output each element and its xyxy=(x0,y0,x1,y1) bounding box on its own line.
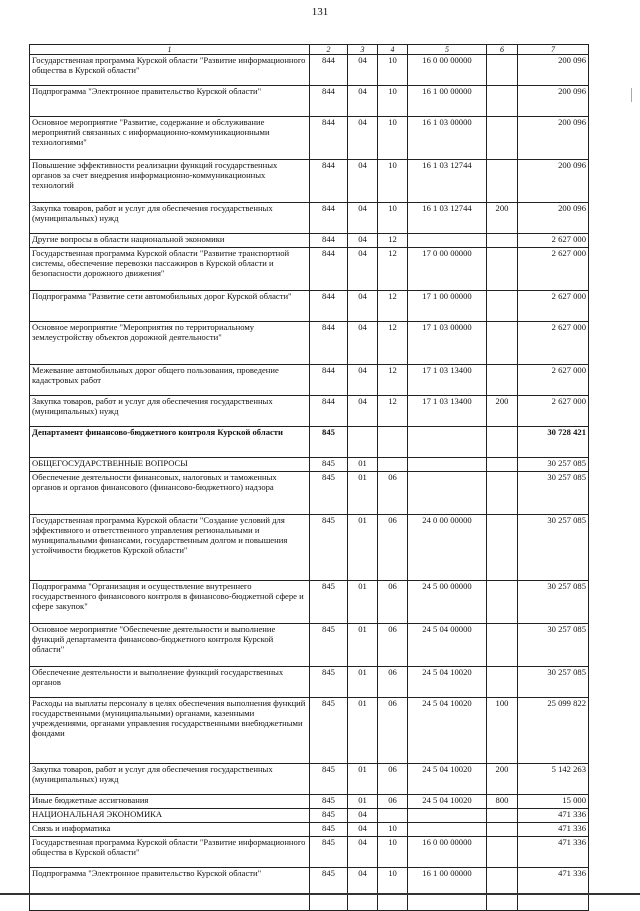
target-article-cell xyxy=(408,234,487,248)
table-row xyxy=(30,837,589,868)
ministry-code-cell: 845 xyxy=(310,837,348,868)
target-article-cell: 16 0 00 00000 xyxy=(408,837,487,868)
amount-cell: 30 257 085 xyxy=(518,515,589,581)
target-article-cell: 16 1 00 00000 xyxy=(408,868,487,911)
expense-type-cell xyxy=(487,365,518,396)
ministry-code-cell: 844 xyxy=(310,234,348,248)
table-row xyxy=(30,248,589,291)
subsection-code-cell: 10 xyxy=(378,203,408,234)
section-code-cell: 01 xyxy=(348,581,378,624)
ministry-code-cell: 844 xyxy=(310,396,348,427)
ministry-code-cell: 845 xyxy=(310,667,348,698)
row-name-cell: Закупка товаров, работ и услуг для обеспечения государственных (муниципальных) нужд xyxy=(30,396,310,427)
ministry-code-cell: 845 xyxy=(310,698,348,764)
row-name-cell: Основное мероприятие "Развитие, содержание и обслуживание мероприятий связанных с информационно-коммуникационными технологиями" xyxy=(30,117,310,160)
subsection-code-cell xyxy=(378,427,408,458)
ministry-code-cell: 845 xyxy=(310,624,348,667)
ministry-code-cell: 844 xyxy=(310,160,348,203)
target-article-cell xyxy=(408,472,487,515)
row-name-cell: Связь и информатика xyxy=(30,823,310,837)
expense-type-cell: 200 xyxy=(487,203,518,234)
row-name-cell: Подпрограмма "Развитие сети автомобильных дорог Курской области" xyxy=(30,291,310,322)
row-name-cell: Государственная программа Курской области "Развитие транспортной системы, обеспечение перевозки пассажиров в Курской области и безопасности дорожного движения" xyxy=(30,248,310,291)
table-row xyxy=(30,868,589,911)
expense-type-cell xyxy=(487,322,518,365)
row-name-cell: ОБЩЕГОСУДАРСТВЕННЫЕ ВОПРОСЫ xyxy=(30,458,310,472)
row-name-cell: Государственная программа Курской области "Развитие информационного общества в Курской области" xyxy=(30,55,310,86)
table-row xyxy=(30,427,589,458)
amount-cell: 30 257 085 xyxy=(518,624,589,667)
column-header: 7 xyxy=(518,45,589,55)
ministry-code-cell: 844 xyxy=(310,248,348,291)
row-name-cell: Обеспечение деятельности и выполнение функций государственных органов xyxy=(30,667,310,698)
target-article-cell: 17 0 00 00000 xyxy=(408,248,487,291)
row-name-cell: Подпрограмма "Организация и осуществление внутреннего государственного финансового контроля в финансово-бюджетной сфере и сфере закупок" xyxy=(30,581,310,624)
subsection-code-cell: 12 xyxy=(378,396,408,427)
expense-type-cell xyxy=(487,160,518,203)
target-article-cell xyxy=(408,458,487,472)
subsection-code-cell: 06 xyxy=(378,515,408,581)
section-code-cell: 04 xyxy=(348,837,378,868)
subsection-code-cell: 06 xyxy=(378,624,408,667)
expense-type-cell xyxy=(487,86,518,117)
amount-cell: 2 627 000 xyxy=(518,396,589,427)
table-row xyxy=(30,396,589,427)
page-number: 131 xyxy=(311,6,329,18)
amount-cell: 200 096 xyxy=(518,160,589,203)
row-name-cell: Иные бюджетные ассигнования xyxy=(30,795,310,809)
row-name-cell: Обеспечение деятельности финансовых, налоговых и таможенных органов и органов финансового (финансово-бюджетного) надзора xyxy=(30,472,310,515)
table-row xyxy=(30,458,589,472)
section-code-cell: 01 xyxy=(348,472,378,515)
expense-type-cell: 200 xyxy=(487,396,518,427)
expense-type-cell xyxy=(487,248,518,291)
amount-cell: 2 627 000 xyxy=(518,365,589,396)
amount-cell: 30 257 085 xyxy=(518,667,589,698)
target-article-cell: 24 5 00 00000 xyxy=(408,581,487,624)
target-article-cell xyxy=(408,809,487,823)
column-header: 1 xyxy=(30,45,310,55)
expense-type-cell xyxy=(487,868,518,911)
amount-cell: 471 336 xyxy=(518,809,589,823)
section-code-cell: 01 xyxy=(348,458,378,472)
subsection-code-cell: 06 xyxy=(378,795,408,809)
target-article-cell: 16 0 00 00000 xyxy=(408,55,487,86)
amount-cell: 30 257 085 xyxy=(518,472,589,515)
target-article-cell: 17 1 03 13400 xyxy=(408,365,487,396)
table-row xyxy=(30,86,589,117)
target-article-cell: 16 1 03 12744 xyxy=(408,203,487,234)
subsection-code-cell: 12 xyxy=(378,322,408,365)
subsection-code-cell: 12 xyxy=(378,234,408,248)
scan-edge-mark xyxy=(631,88,632,102)
expense-type-cell xyxy=(487,667,518,698)
amount-cell: 30 257 085 xyxy=(518,581,589,624)
table-row xyxy=(30,291,589,322)
expense-type-cell xyxy=(487,809,518,823)
row-name-cell: Повышение эффективности реализации функций государственных органов за счет внедрения информационно-коммуникационных технологий xyxy=(30,160,310,203)
ministry-code-cell: 845 xyxy=(310,823,348,837)
expense-type-cell xyxy=(487,837,518,868)
target-article-cell: 24 5 04 10020 xyxy=(408,795,487,809)
row-name-cell: Департамент финансово-бюджетного контроля Курской области xyxy=(30,427,310,458)
subsection-code-cell xyxy=(378,458,408,472)
table-row xyxy=(30,667,589,698)
section-code-cell: 01 xyxy=(348,764,378,795)
ministry-code-cell: 844 xyxy=(310,322,348,365)
table-row xyxy=(30,234,589,248)
section-code-cell: 04 xyxy=(348,322,378,365)
table-row xyxy=(30,764,589,795)
target-article-cell xyxy=(408,823,487,837)
target-article-cell: 16 1 03 00000 xyxy=(408,117,487,160)
row-name-cell: Подпрограмма "Электронное правительство Курской области" xyxy=(30,86,310,117)
amount-cell: 200 096 xyxy=(518,203,589,234)
table-row xyxy=(30,624,589,667)
amount-cell: 471 336 xyxy=(518,837,589,868)
row-name-cell: Закупка товаров, работ и услуг для обеспечения государственных (муниципальных) нужд xyxy=(30,764,310,795)
ministry-code-cell: 844 xyxy=(310,203,348,234)
table-row xyxy=(30,203,589,234)
amount-cell: 25 099 822 xyxy=(518,698,589,764)
ministry-code-cell: 845 xyxy=(310,472,348,515)
row-name-cell: Государственная программа Курской области "Развитие информационного общества в Курской области" xyxy=(30,837,310,868)
subsection-code-cell: 10 xyxy=(378,837,408,868)
amount-cell: 200 096 xyxy=(518,55,589,86)
ministry-code-cell: 845 xyxy=(310,764,348,795)
section-code-cell: 04 xyxy=(348,809,378,823)
ministry-code-cell: 844 xyxy=(310,55,348,86)
expense-type-cell xyxy=(487,234,518,248)
subsection-code-cell: 06 xyxy=(378,581,408,624)
table-row xyxy=(30,698,589,764)
amount-cell: 200 096 xyxy=(518,117,589,160)
amount-cell: 30 257 085 xyxy=(518,458,589,472)
row-name-cell: Другие вопросы в области национальной экономики xyxy=(30,234,310,248)
expense-type-cell xyxy=(487,472,518,515)
amount-cell: 200 096 xyxy=(518,86,589,117)
expense-type-cell xyxy=(487,55,518,86)
table-row xyxy=(30,795,589,809)
amount-cell: 2 627 000 xyxy=(518,322,589,365)
amount-cell: 471 336 xyxy=(518,868,589,911)
row-name-cell: Закупка товаров, работ и услуг для обеспечения государственных (муниципальных) нужд xyxy=(30,203,310,234)
amount-cell: 471 336 xyxy=(518,823,589,837)
bottom-rule xyxy=(0,893,640,895)
ministry-code-cell: 845 xyxy=(310,868,348,911)
target-article-cell: 24 5 04 10020 xyxy=(408,764,487,795)
target-article-cell: 17 1 03 00000 xyxy=(408,322,487,365)
expense-type-cell xyxy=(487,458,518,472)
subsection-code-cell: 06 xyxy=(378,698,408,764)
table-row xyxy=(30,55,589,86)
section-code-cell: 04 xyxy=(348,234,378,248)
column-header: 5 xyxy=(408,45,487,55)
section-code-cell: 01 xyxy=(348,795,378,809)
section-code-cell: 04 xyxy=(348,291,378,322)
subsection-code-cell: 12 xyxy=(378,291,408,322)
section-code-cell: 01 xyxy=(348,667,378,698)
target-article-cell xyxy=(408,427,487,458)
table-row xyxy=(30,322,589,365)
amount-cell: 2 627 000 xyxy=(518,234,589,248)
table-row xyxy=(30,809,589,823)
ministry-code-cell: 845 xyxy=(310,581,348,624)
table-row xyxy=(30,515,589,581)
target-article-cell: 17 1 03 13400 xyxy=(408,396,487,427)
ministry-code-cell: 844 xyxy=(310,117,348,160)
section-code-cell: 04 xyxy=(348,868,378,911)
table-row xyxy=(30,472,589,515)
target-article-cell: 16 1 00 00000 xyxy=(408,86,487,117)
ministry-code-cell: 845 xyxy=(310,515,348,581)
ministry-code-cell: 845 xyxy=(310,427,348,458)
section-code-cell: 04 xyxy=(348,160,378,203)
subsection-code-cell: 10 xyxy=(378,868,408,911)
target-article-cell: 24 5 04 00000 xyxy=(408,624,487,667)
section-code-cell: 04 xyxy=(348,823,378,837)
subsection-code-cell: 06 xyxy=(378,472,408,515)
amount-cell: 2 627 000 xyxy=(518,291,589,322)
row-name-cell: Основное мероприятие "Обеспечение деятельности и выполнение функций департамента финансово-бюджетного контроля Курской области" xyxy=(30,624,310,667)
expense-type-cell xyxy=(487,427,518,458)
amount-cell: 5 142 263 xyxy=(518,764,589,795)
ministry-code-cell: 845 xyxy=(310,795,348,809)
subsection-code-cell: 10 xyxy=(378,55,408,86)
amount-cell: 30 728 421 xyxy=(518,427,589,458)
subsection-code-cell: 12 xyxy=(378,365,408,396)
expense-type-cell: 100 xyxy=(487,698,518,764)
column-header: 6 xyxy=(487,45,518,55)
section-code-cell: 04 xyxy=(348,396,378,427)
subsection-code-cell: 06 xyxy=(378,667,408,698)
expense-type-cell xyxy=(487,117,518,160)
expense-type-cell: 800 xyxy=(487,795,518,809)
ministry-code-cell: 845 xyxy=(310,809,348,823)
amount-cell: 2 627 000 xyxy=(518,248,589,291)
expense-type-cell xyxy=(487,515,518,581)
expense-type-cell xyxy=(487,581,518,624)
section-code-cell xyxy=(348,427,378,458)
table-body xyxy=(30,55,589,911)
row-name-cell: Основное мероприятие "Мероприятия по территориальному землеустройству объектов дорожной деятельности" xyxy=(30,322,310,365)
row-name-cell: НАЦИОНАЛЬНАЯ ЭКОНОМИКА xyxy=(30,809,310,823)
subsection-code-cell: 06 xyxy=(378,764,408,795)
amount-cell: 15 000 xyxy=(518,795,589,809)
table-row xyxy=(30,581,589,624)
budget-table xyxy=(29,44,589,911)
subsection-code-cell xyxy=(378,809,408,823)
row-name-cell: Государственная программа Курской области "Создание условий для эффективного и ответственного управления региональными и муниципальными финансами, государственным долгом и повышения устойчивости бюджетов Курской области" xyxy=(30,515,310,581)
column-header: 3 xyxy=(348,45,378,55)
target-article-cell: 24 5 04 10020 xyxy=(408,698,487,764)
target-article-cell: 24 5 04 10020 xyxy=(408,667,487,698)
column-header-row xyxy=(30,45,589,55)
subsection-code-cell: 12 xyxy=(378,248,408,291)
table-row xyxy=(30,117,589,160)
section-code-cell: 04 xyxy=(348,86,378,117)
ministry-code-cell: 844 xyxy=(310,365,348,396)
section-code-cell: 04 xyxy=(348,248,378,291)
expense-type-cell: 200 xyxy=(487,764,518,795)
row-name-cell: Межевание автомобильных дорог общего пользования, проведение кадастровых работ xyxy=(30,365,310,396)
table-row xyxy=(30,365,589,396)
expense-type-cell xyxy=(487,624,518,667)
expense-type-cell xyxy=(487,823,518,837)
subsection-code-cell: 10 xyxy=(378,117,408,160)
section-code-cell: 04 xyxy=(348,203,378,234)
expense-type-cell xyxy=(487,291,518,322)
target-article-cell: 17 1 00 00000 xyxy=(408,291,487,322)
subsection-code-cell: 10 xyxy=(378,823,408,837)
target-article-cell: 16 1 03 12744 xyxy=(408,160,487,203)
row-name-cell: Расходы на выплаты персоналу в целях обеспечения выполнения функций государственными (муниципальными) органами, казенными учреждениями, органами управления государственными внебюджетными фондами xyxy=(30,698,310,764)
ministry-code-cell: 844 xyxy=(310,291,348,322)
table-row xyxy=(30,160,589,203)
column-header: 2 xyxy=(310,45,348,55)
subsection-code-cell: 10 xyxy=(378,160,408,203)
section-code-cell: 01 xyxy=(348,624,378,667)
target-article-cell: 24 0 00 00000 xyxy=(408,515,487,581)
ministry-code-cell: 845 xyxy=(310,458,348,472)
subsection-code-cell: 10 xyxy=(378,86,408,117)
column-header: 4 xyxy=(378,45,408,55)
section-code-cell: 01 xyxy=(348,515,378,581)
section-code-cell: 04 xyxy=(348,365,378,396)
ministry-code-cell: 844 xyxy=(310,86,348,117)
section-code-cell: 04 xyxy=(348,55,378,86)
section-code-cell: 04 xyxy=(348,117,378,160)
row-name-cell: Подпрограмма "Электронное правительство Курской области" xyxy=(30,868,310,911)
section-code-cell: 01 xyxy=(348,698,378,764)
table-row xyxy=(30,823,589,837)
